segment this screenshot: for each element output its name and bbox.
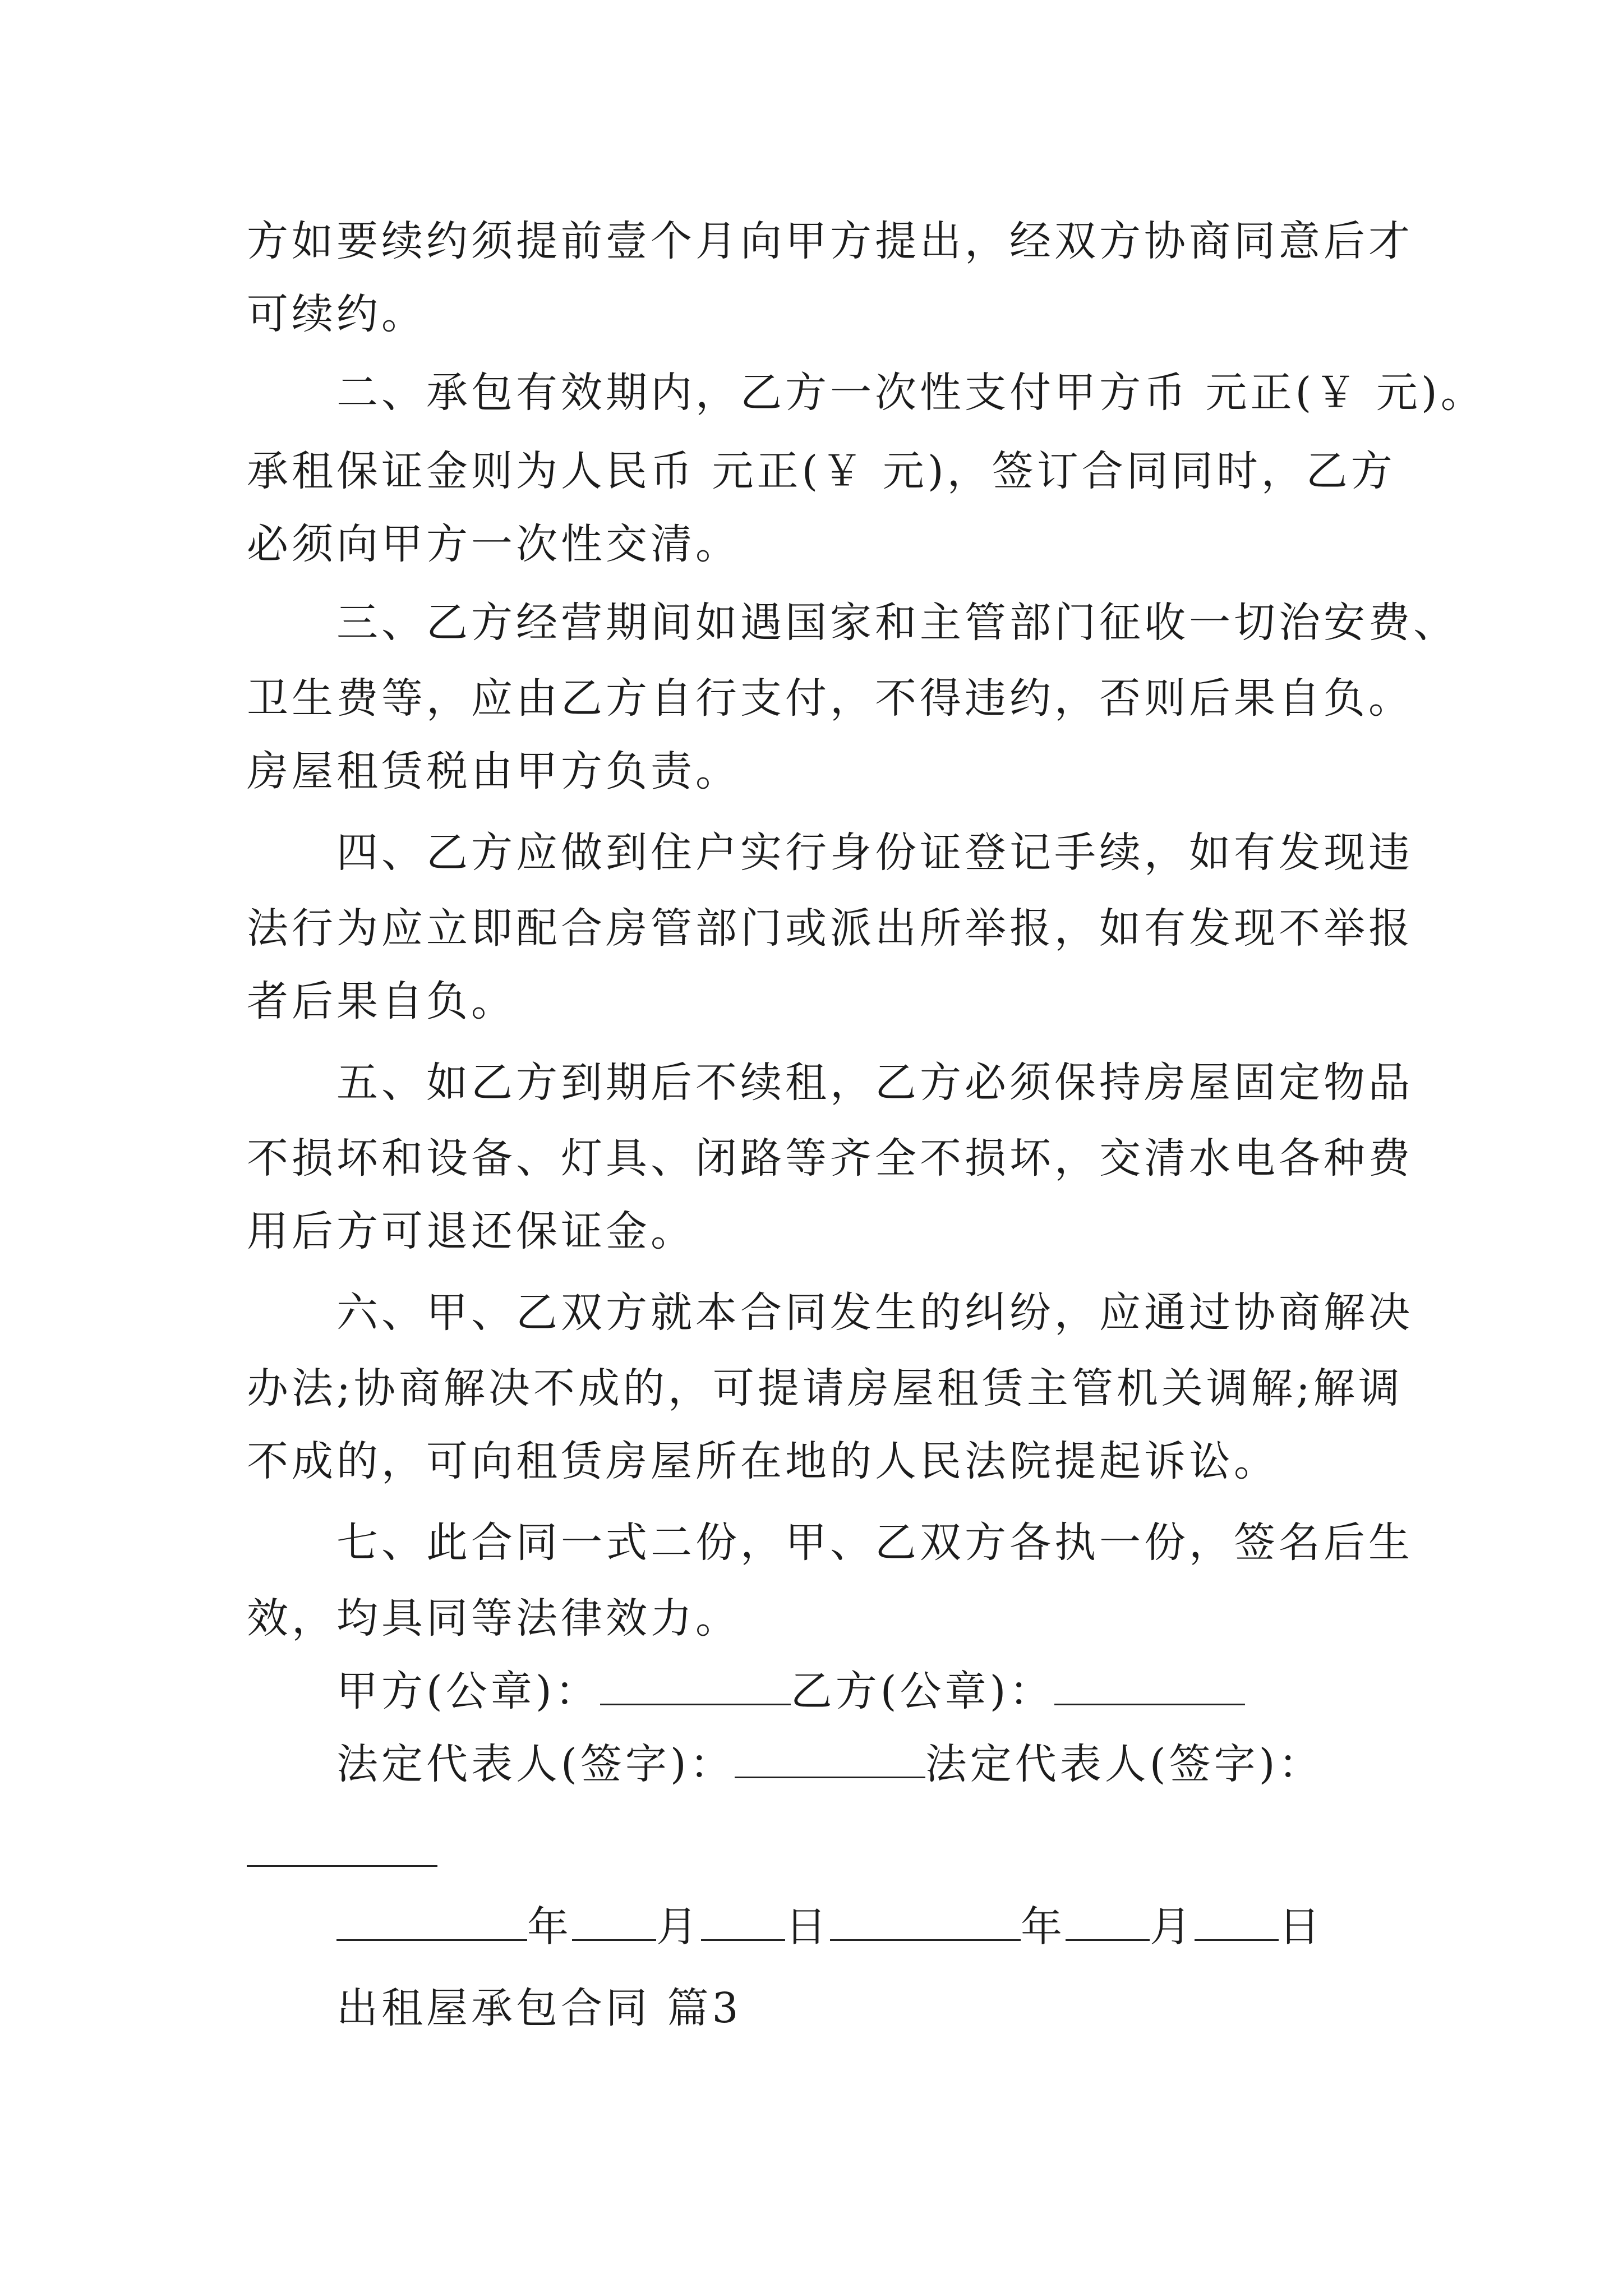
text-line: 二、承包有效期内，乙方一次性支付甲方币 元正(￥ 元)。 xyxy=(336,369,1486,417)
date-year-blank xyxy=(830,1903,1021,1941)
section-heading: 出租屋承包合同 篇3 xyxy=(336,1984,742,2032)
date-year-label: 年 xyxy=(1021,1903,1066,1951)
party-a-blank xyxy=(600,1668,791,1705)
text-line: 五、如乙方到期后不续租，乙方必须保持房屋固定物品 xyxy=(336,1059,1413,1107)
date-day-blank xyxy=(701,1903,785,1941)
text-line: 承租保证金则为人民币 元正(￥ 元)，签订合同同时，乙方 xyxy=(247,447,1396,495)
text-line: 六、甲、乙双方就本合同发生的纠纷，应通过协商解决 xyxy=(336,1289,1413,1337)
representative-line xyxy=(336,1736,1324,1792)
text-line: 法行为应立即配合房管部门或派出所举报，如有发现不举报 xyxy=(247,904,1413,953)
text-line: 效，均具同等法律效力。 xyxy=(247,1594,740,1642)
text-line: 卫生费等，应由乙方自行支付，不得违约，否则后果自负。 xyxy=(247,674,1413,723)
rep-a-label: 法定代表人(签字)： xyxy=(336,1740,735,1788)
text-line: 者后果自负。 xyxy=(247,977,516,1025)
text-line: 方如要续约须提前壹个月向甲方提出，经双方协商同意后才 xyxy=(247,217,1413,265)
text-line: 三、乙方经营期间如遇国家和主管部门征收一切治安费、 xyxy=(336,599,1458,647)
party-seal-line xyxy=(336,1663,1245,1719)
date-day-blank xyxy=(1195,1903,1279,1941)
text-line: 七、此合同一式二份，甲、乙双方各执一份，签名后生 xyxy=(336,1519,1413,1567)
text-line: 四、乙方应做到住户实行身份证登记手续，如有发现违 xyxy=(336,829,1413,877)
date-day-label: 日 xyxy=(1279,1903,1324,1951)
text-line: 不损坏和设备、灯具、闭路等齐全不损坏，交清水电各种费 xyxy=(247,1134,1413,1182)
date-year-blank xyxy=(336,1903,527,1941)
rep-b-label: 法定代表人(签字)： xyxy=(925,1740,1324,1788)
rep-a-blank xyxy=(735,1741,925,1778)
text-line: 必须向甲方一次性交清。 xyxy=(247,520,740,568)
date-year-label: 年 xyxy=(527,1903,572,1951)
date-month-label: 月 xyxy=(656,1903,701,1951)
text-line: 办法;协商解决不成的，可提请房屋租赁主管机关调解;解调 xyxy=(247,1364,1403,1412)
date-month-blank xyxy=(572,1903,656,1941)
date-day-label: 日 xyxy=(785,1903,830,1951)
date-month-label: 月 xyxy=(1150,1903,1195,1951)
text-line: 房屋租赁税由甲方负责。 xyxy=(247,747,740,795)
party-b-blank xyxy=(1054,1668,1245,1705)
rep-b-blank xyxy=(247,1865,437,1867)
text-line: 用后方可退还保证金。 xyxy=(247,1207,695,1255)
party-b-label: 乙方(公章)： xyxy=(790,1667,1054,1715)
party-a-label: 甲方(公章)： xyxy=(336,1667,600,1715)
text-line: 不成的，可向租赁房屋所在地的人民法院提起诉讼。 xyxy=(247,1437,1279,1485)
text-line: 可续约。 xyxy=(247,290,426,338)
date-line xyxy=(336,1899,1324,1955)
date-month-blank xyxy=(1066,1903,1150,1941)
